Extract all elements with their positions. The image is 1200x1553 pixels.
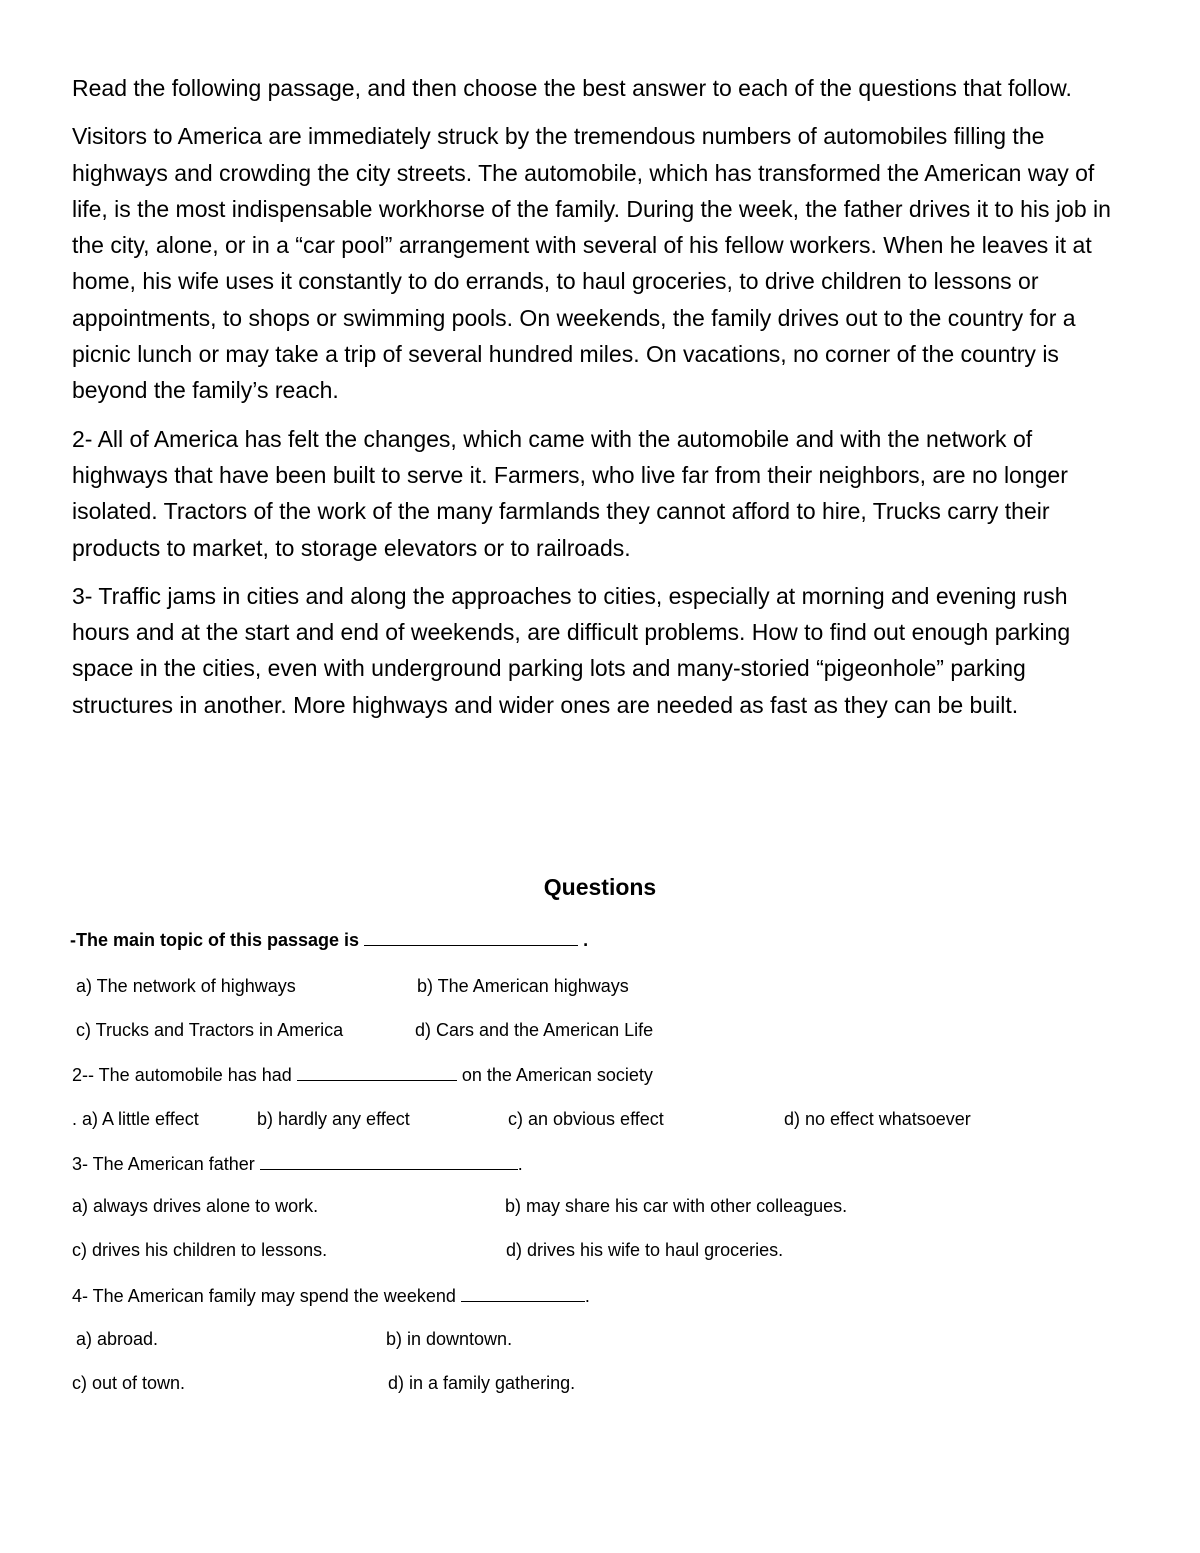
question-2-option-d[interactable]: d) no effect whatsoever — [784, 1109, 971, 1129]
question-1-option-a[interactable]: a) The network of highways — [76, 976, 296, 996]
question-4-option-d[interactable]: d) in a family gathering. — [388, 1373, 576, 1393]
question-2-stem — [72, 1064, 653, 1086]
question-4-stem — [72, 1285, 590, 1307]
question-1-stem — [70, 929, 588, 951]
passage-paragraph-2: 2- All of America has felt the changes, which came with the automobile and with the network of highways that have been built to serve it. Farmers, who live far from their neighbors, are no longer isolated. Tractors of the work of the many farmlands they cannot afford to hire, Trucks carry their products to market, to storage elevators or to railroads. — [72, 425, 1068, 561]
question-3-tail: . — [517, 1154, 523, 1174]
question-4-option-a[interactable]: a) abroad. — [76, 1329, 159, 1349]
question-3-text: 3- The American father — [72, 1154, 255, 1174]
passage-paragraph-3: 3- Traffic jams in cities and along the approaches to cities, especially at morning and evening rush hours and at the start and end of weekends, are difficult problems. How to find out enough parking space in the cities, even with underground parking lots and many-storied “pigeonhole” parking structures in another. More highways and wider ones are needed as fast as they can be built. — [72, 582, 1071, 718]
passage-paragraph-1: Visitors to America are immediately struck by the tremendous numbers of automobiles filling the highways and crowding the city streets. The automobile, which has transformed the American way of life, is the most indispensable workhorse of the family. During the week, the father drives it to his job in the city, alone, or in a “car pool” arrangement with several of his fellow workers. When he leaves it at home, his wife uses it constantly to do errands, to haul groceries, to drive children to lessons or appointments, to shops or swimming pools. On weekends, the family drives out to the country for a picnic lunch or may take a trip of several hundred miles. On vacations, no corner of the country is beyond the family’s reach. — [72, 123, 1111, 404]
reading-passage — [72, 70, 1130, 735]
question-4-blank[interactable] — [461, 1285, 585, 1302]
question-4-tail: . — [584, 1286, 590, 1306]
question-1-text: -The main topic of this passage is — [70, 930, 360, 950]
question-1-option-d[interactable]: d) Cars and the American Life — [415, 1020, 654, 1040]
question-3-option-c[interactable]: c) drives his children to lessons. — [72, 1240, 328, 1260]
question-4-option-c[interactable]: c) out of town. — [72, 1373, 186, 1393]
question-3-stem — [72, 1153, 523, 1175]
question-3-blank[interactable] — [260, 1153, 518, 1170]
question-2-option-b[interactable]: b) hardly any effect — [257, 1109, 410, 1129]
instructions: Read the following passage, and then choose the best answer to each of the questions that follow. — [72, 75, 1072, 101]
question-1-option-c[interactable]: c) Trucks and Tractors in America — [76, 1020, 344, 1040]
question-3-option-b[interactable]: b) may share his car with other colleagues. — [505, 1196, 848, 1216]
question-4-option-b[interactable]: b) in downtown. — [386, 1329, 513, 1349]
question-2-text: 2-- The automobile has had — [72, 1065, 292, 1085]
question-2-tail: on the American society — [456, 1065, 653, 1085]
questions-heading: Questions — [543, 874, 657, 900]
question-3-option-a[interactable]: a) always drives alone to work. — [72, 1196, 319, 1216]
question-2-blank[interactable] — [297, 1064, 457, 1081]
question-1-tail: . — [578, 930, 589, 950]
question-4-text: 4- The American family may spend the weekend — [72, 1286, 456, 1306]
question-2-option-a[interactable]: . a) A little effect — [72, 1109, 199, 1129]
question-1-blank[interactable] — [364, 929, 578, 946]
question-2-option-c[interactable]: c) an obvious effect — [508, 1109, 664, 1129]
question-1-option-b[interactable]: b) The American highways — [417, 976, 629, 996]
question-3-option-d[interactable]: d) drives his wife to haul groceries. — [506, 1240, 784, 1260]
